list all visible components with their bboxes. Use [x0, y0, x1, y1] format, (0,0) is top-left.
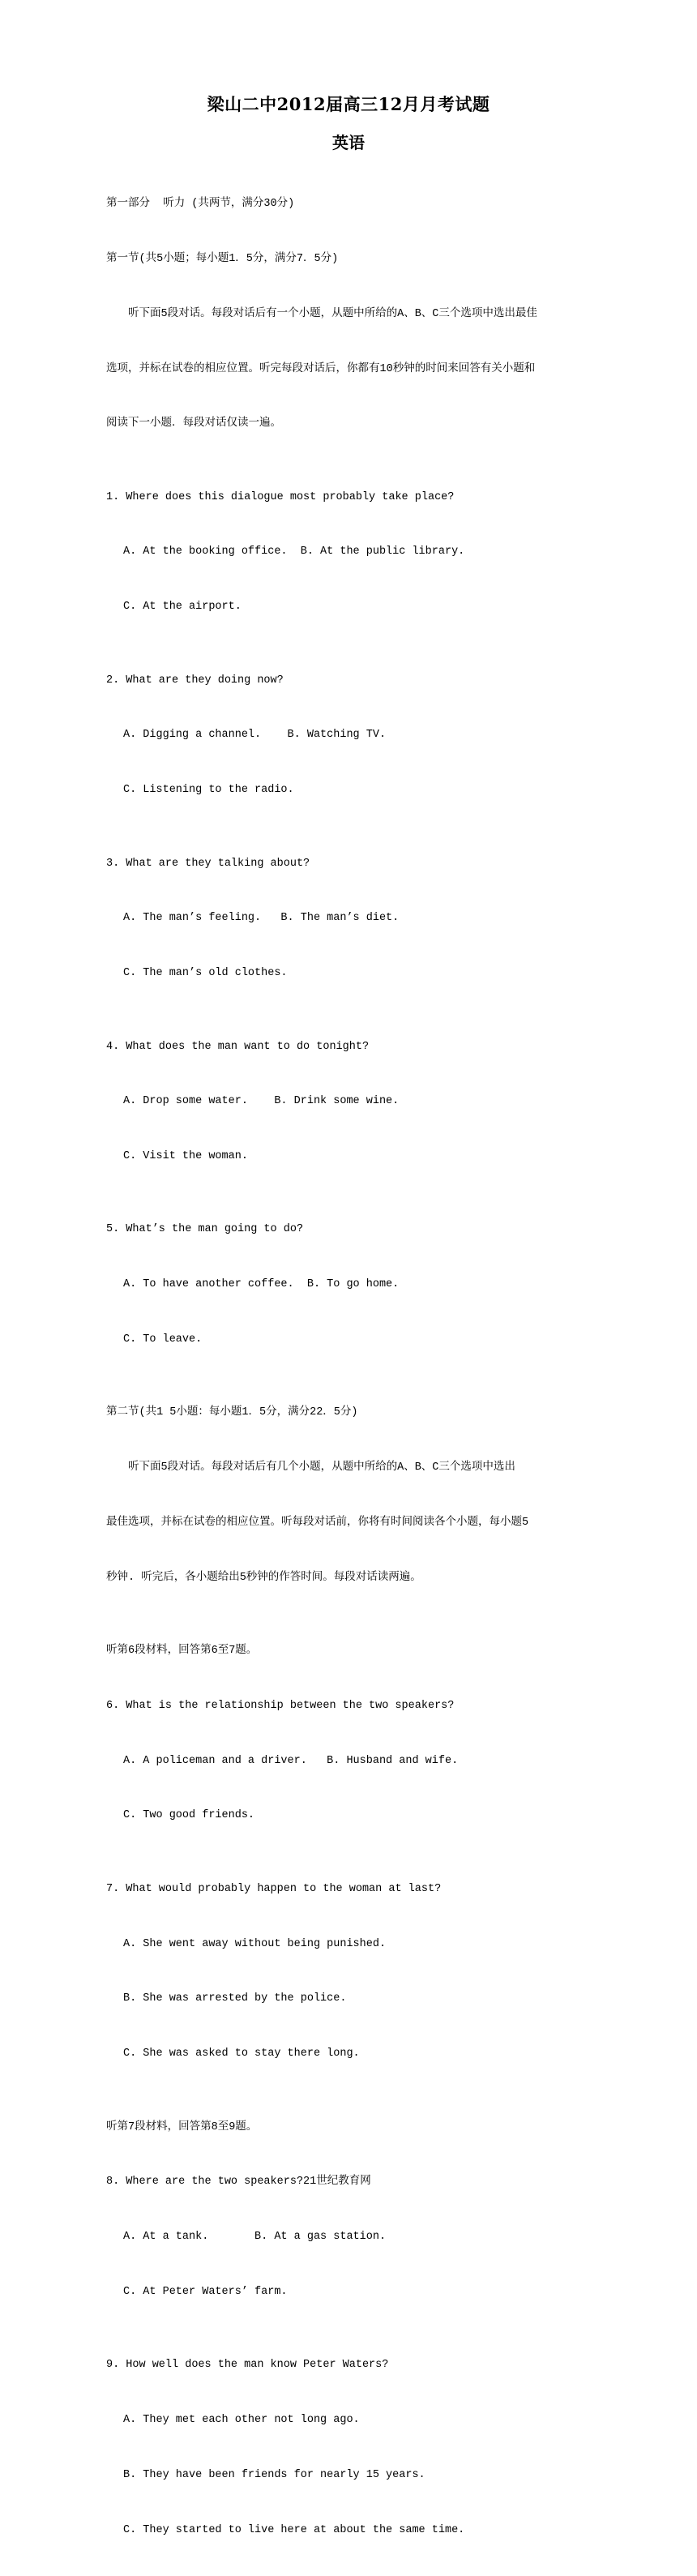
question-option: A. Digging a channel. B. Watching TV. — [123, 729, 387, 742]
subject-title: 英语 — [332, 133, 365, 152]
question-text: 7. What would probably happen to the woman at last? — [106, 1882, 442, 1895]
question-option: A. To have another coffee. B. To go home. — [123, 1278, 400, 1291]
question-option: A. Drop some water. B. Drink some wine. — [123, 1095, 400, 1108]
question-option: A. The man’s feeling. B. The man’s diet. — [123, 912, 400, 925]
section-heading: 第二节(共1 5小题：每小题1．5分，满分22．5分) — [106, 1406, 358, 1419]
question-option: C. They started to live here at about the same time. — [123, 2523, 465, 2536]
question-option: C. Two good friends. — [123, 1809, 255, 1822]
instruction-line: 秒钟. 听完后，各小题给出5秒钟的作答时间。每段对话读两遍。 — [106, 1571, 421, 1584]
question-text: 4. What does the man want to do tonight? — [106, 1040, 370, 1053]
question-text: 5. What’s the man going to do? — [106, 1223, 304, 1236]
question-option: C. Listening to the radio. — [123, 784, 294, 797]
part-heading: 第一部分 听力 (共两节，满分30分) — [106, 198, 295, 211]
question-option: A. They met each other not long ago. — [123, 2414, 360, 2427]
question-text: 1. Where does this dialogue most probably take place? — [106, 490, 455, 503]
instruction-line: 阅读下一小题．每段对话仅读一遍。 — [106, 417, 281, 430]
question-text: 9. How well does the man know Peter Waters? — [106, 2359, 389, 2372]
question-option: A. At the booking office. B. At the public library. — [123, 546, 465, 558]
question-option: C. To leave. — [123, 1333, 203, 1346]
question-option: A. At a tank. B. At a gas station. — [123, 2231, 387, 2244]
section-heading: 第一节(共5小题；每小题1．5分，满分7．5分) — [106, 252, 339, 265]
page-title: 梁山二中2012届高三12月月考试题 — [207, 94, 490, 114]
question-text: 3. What are they talking about? — [106, 857, 310, 870]
instruction-line: 选项，并标在试卷的相应位置。听完每段对话后，你都有10秒钟的时间来回答有关小题和 — [106, 362, 536, 375]
instruction-line: 最佳选项，并标在试卷的相应位置。听每段对话前，你将有时间阅读各个小题，每小题5 — [106, 1516, 529, 1529]
material-heading: 听第6段材料，回答第6至7题。 — [106, 1645, 258, 1658]
question-text: 8. Where are the two speakers?21世纪教育网 — [106, 2176, 371, 2189]
instruction-line: 听下面5段对话。每段对话后有一个小题，从题中所给的A、B、C三个选项中选出最佳 — [128, 307, 537, 320]
question-option: C. At Peter Waters’ farm. — [123, 2285, 288, 2298]
question-text: 6. What is the relationship between the two speakers? — [106, 1699, 455, 1712]
question-option: C. The man’s old clothes. — [123, 967, 288, 980]
question-option: A. She went away without being punished. — [123, 1937, 387, 1950]
question-option: C. Visit the woman. — [123, 1150, 248, 1163]
question-option: C. She was asked to stay there long. — [123, 2048, 360, 2060]
exam-body — [106, 159, 592, 2576]
instruction-line: 听下面5段对话。每段对话后有几个小题，从题中所给的A、B、C三个选项中选出 — [128, 1461, 515, 1474]
material-heading: 听第7段材料，回答第8至9题。 — [106, 2120, 258, 2133]
question-option: C. At the airport. — [123, 601, 242, 614]
question-option: B. They have been friends for nearly 15 years. — [123, 2468, 425, 2481]
question-option: B. She was arrested by the police. — [123, 1992, 347, 2005]
question-text: 2. What are they doing now? — [106, 674, 284, 687]
question-option: A. A policeman and a driver. B. Husband and wife. — [123, 1754, 459, 1767]
